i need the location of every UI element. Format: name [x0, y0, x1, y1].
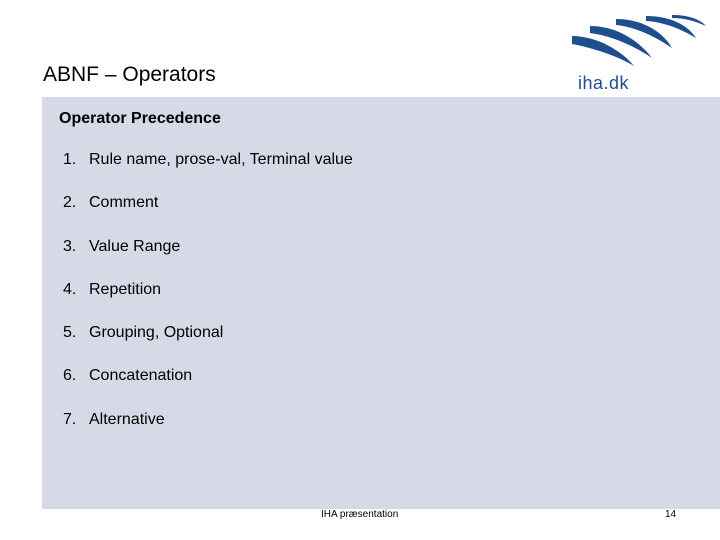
slide-title: ABNF – Operators: [43, 63, 216, 86]
list-item-number: 3.: [63, 237, 77, 255]
section-heading: Operator Precedence: [59, 110, 221, 127]
logo-text: iha.dk: [578, 73, 630, 93]
list-item-text: Rule name, prose-val, Terminal value: [89, 151, 353, 168]
list-item-text: Alternative: [89, 410, 165, 428]
list-item-number: 5.: [63, 324, 77, 342]
list-item-text: Grouping, Optional: [89, 324, 224, 342]
list-item: [63, 323, 353, 366]
list-item: [63, 150, 353, 193]
page-number: 14: [665, 509, 677, 520]
list-item-number: 2.: [63, 194, 77, 212]
list-item: [63, 193, 353, 236]
iha-logo-swoosh-icon: [568, 14, 708, 74]
list-item-text: Value Range: [89, 237, 181, 255]
list-item: [63, 410, 353, 453]
list-item-number: 7.: [63, 410, 77, 428]
footer-label: IHA præsentation: [321, 509, 399, 520]
list-item-text: Repetition: [89, 280, 162, 298]
list-item-number: 6.: [63, 367, 77, 385]
content-panel: [42, 97, 720, 509]
list-item: [63, 280, 353, 323]
precedence-list: [63, 150, 353, 453]
list-item-number: 1.: [63, 151, 77, 168]
list-item: [63, 237, 353, 280]
list-item-text: Comment: [89, 194, 159, 212]
iha-logo: [568, 14, 708, 94]
list-item: [63, 366, 353, 409]
list-item-number: 4.: [63, 280, 77, 298]
list-item-text: Concatenation: [89, 367, 193, 385]
